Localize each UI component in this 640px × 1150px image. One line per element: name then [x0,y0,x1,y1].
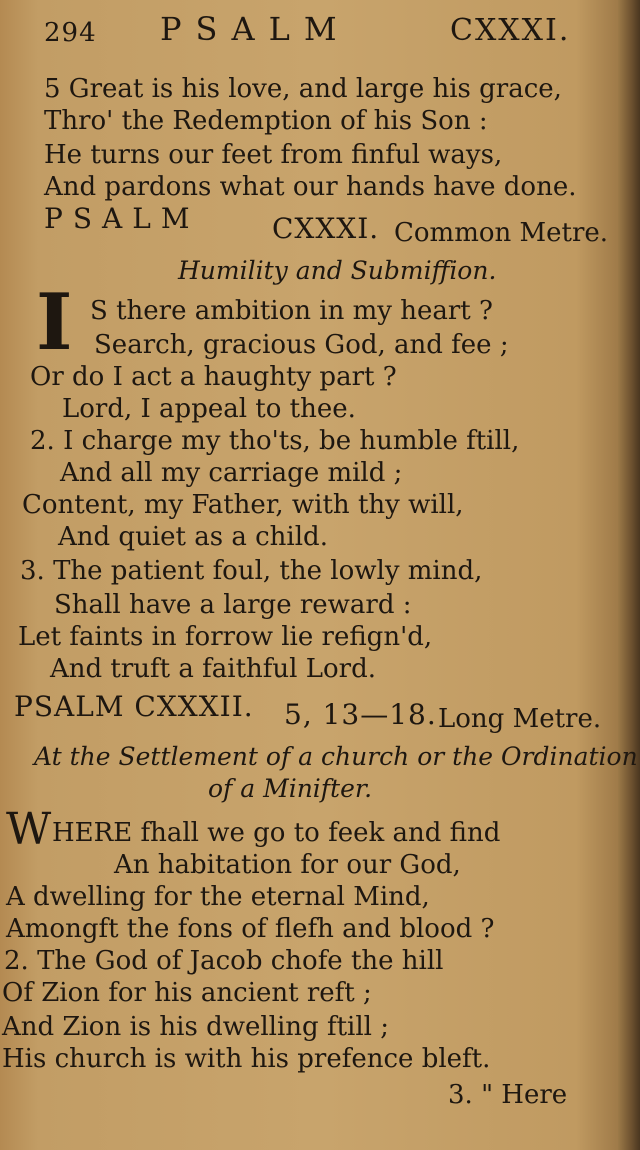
verse-line: And all my carriage mild ; [60,458,403,488]
verse-line: 5 Great is his love, and large his grace, [44,74,562,104]
page-number: 294 [44,18,97,48]
verse-line: Of Zion for his ancient reft ; [2,978,372,1008]
verse-line: His church is with his prefence bleft. [2,1044,491,1074]
psalm-subtitle: of a Minifter. [208,774,373,803]
psalm-number: CXXXI. [272,212,380,245]
verse-line: An habitation for our God, [114,850,461,880]
verse-line: He turns our feet from finful ways, [44,140,503,170]
verse-line: And truft a faithful Lord. [50,654,376,684]
verse-line: Or do I act a haughty part ? [30,362,397,392]
psalm-meter: Long Metre. [438,704,602,734]
verse-line: And quiet as a child. [58,522,328,552]
verse-line: Shall have a large reward : [54,590,412,620]
verse-line: HERE fhall we go to feek and find [52,818,501,848]
verse-line: Thro' the Redemption of his Son : [44,106,488,136]
psalm-title: PSALM [44,202,200,235]
verse-line: 2. I charge my tho'ts, be humble ftill, [30,426,520,456]
verse-line: And pardons what our hands have done. [44,172,577,202]
drop-cap: I [36,277,73,368]
verse-line: Amongft the fons of flefh and blood ? [6,914,495,944]
psalm-subtitle: At the Settlement of a church or the Ordination [34,742,638,771]
catchword: 3. " Here [448,1080,568,1110]
psalm-meter: Common Metre. [394,218,609,248]
drop-cap: W [6,804,52,855]
verse-line: Content, my Father, with thy will, [22,490,464,520]
running-title: PSALM [160,10,351,48]
verse-line: And Zion is his dwelling ftill ; [2,1012,389,1042]
verse-line: Lord, I appeal to thee. [62,394,356,424]
psalm-verses: 5, 13—18. [284,698,437,731]
verse-line: 2. The God of Jacob chofe the hill [4,946,444,976]
verse-line: Search, gracious God, and fee ; [94,330,509,360]
running-psalm-number: CXXXI. [450,13,571,48]
psalm-subtitle: Humility and Submiffion. [178,256,497,285]
verse-line: A dwelling for the eternal Mind, [6,882,430,912]
page-edge [618,0,640,1150]
verse-line: Let faints in forrow lie refign'd, [18,622,433,652]
verse-line: 3. The patient foul, the lowly mind, [20,556,483,586]
psalm-title: PSALM CXXXII. [14,690,254,723]
verse-line: S there ambition in my heart ? [90,296,493,326]
